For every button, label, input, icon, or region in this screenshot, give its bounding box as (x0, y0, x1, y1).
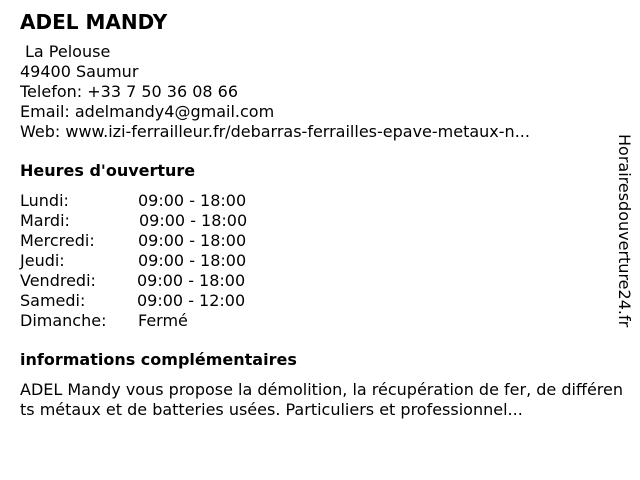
hours-day: Mardi: (20, 211, 70, 230)
hours-day: Mercredi: (20, 231, 95, 250)
opening-hours-heading: Heures d'ouverture (20, 161, 196, 180)
hours-time: Fermé (138, 311, 188, 330)
phone-line: Telefon: +33 7 50 36 08 66 (20, 82, 239, 101)
hours-time: 09:00 - 18:00 (138, 191, 247, 210)
hours-time: 09:00 - 18:00 (138, 231, 247, 250)
opening-hours-table (20, 191, 610, 331)
hours-row (20, 311, 610, 331)
hours-day: Lundi: (20, 191, 69, 210)
hours-row (20, 211, 610, 231)
hours-row (20, 251, 610, 271)
hours-day: Dimanche: (20, 311, 107, 330)
hours-day: Vendredi: (20, 271, 96, 290)
hours-time: 09:00 - 18:00 (138, 251, 247, 270)
hours-row (20, 271, 610, 291)
additional-info-heading: informations complémentaires (20, 350, 297, 369)
street-address: La Pelouse (25, 42, 111, 61)
hours-row (20, 191, 610, 211)
hours-time: 09:00 - 12:00 (137, 291, 246, 310)
business-card (20, 10, 623, 420)
email-line: Email: adelmandy4@gmail.com (20, 102, 275, 121)
website-line: Web: www.izi-ferrailleur.fr/debarras-ferrailles-epave-metaux-n... (20, 122, 530, 141)
hours-day: Samedi: (20, 291, 86, 310)
hours-row (20, 231, 610, 251)
business-description: ADEL Mandy vous propose la démolition, la récupération de fer, de différents métaux et de batteries usées. Particuliers et professionnel... (20, 380, 623, 419)
hours-time: 09:00 - 18:00 (137, 271, 246, 290)
business-name: ADEL MANDY (20, 10, 168, 34)
hours-row (20, 291, 610, 311)
hours-day: Jeudi: (20, 251, 65, 270)
hours-time: 09:00 - 18:00 (139, 211, 248, 230)
postal-city: 49400 Saumur (20, 62, 139, 81)
site-brand-vertical: Horairesdouverture24.fr (615, 134, 634, 328)
